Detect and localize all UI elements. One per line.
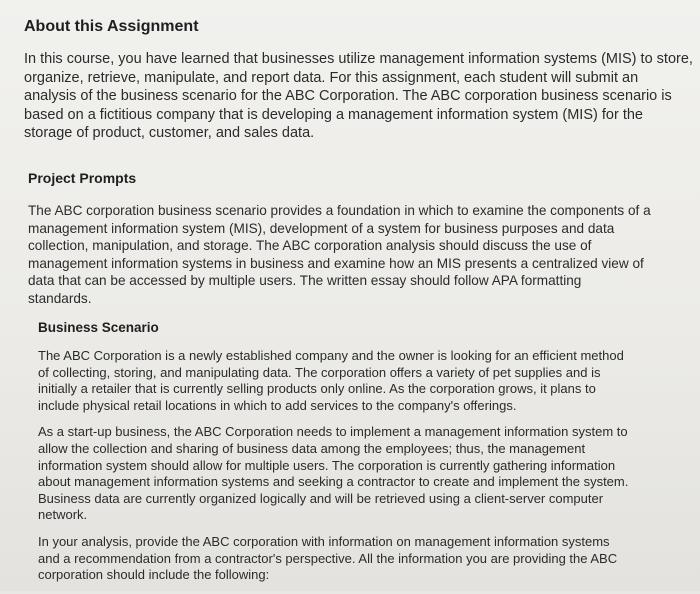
business-scenario-heading: Business Scenario [38,320,159,335]
scenario-paragraph-1 [38,348,700,414]
scenario-line: Business data are currently organized logically and will be retrieved using a client-server computer [38,490,604,506]
prompts-line: management information system (MIS), development of a system for business purposes and data [28,220,615,236]
about-heading: About this Assignment [24,18,199,35]
project-prompts-paragraph [28,202,700,307]
prompts-line: management information systems in business and examine how an MIS presents a centralized view of [28,255,644,271]
about-line: organize, retrieve, manipulate, and report data. For this assignment, each student will submit an [24,69,639,86]
about-line: In this course, you have learned that businesses utilize management information systems (MIS) to store, [24,51,693,67]
about-line: based on a fictitious company that is developing a management information system (MIS) for the [24,106,643,123]
scenario-line: include physical retail locations in which to add services to the company's offerings. [38,397,517,413]
about-line: storage of product, customer, and sales data. [24,125,315,141]
scenario-line: and a recommendation from a contractor's perspective. All the information you are providing the ABC [38,550,618,566]
business-scenario-section [38,320,700,594]
project-prompts-heading: Project Prompts [28,170,137,186]
prompts-line: standards. [28,290,92,306]
scenario-line: about management information systems and seeking a contractor to create and implement the system. [38,474,629,490]
scenario-line: As a start-up business, the ABC Corporation needs to implement a management information system to [38,424,628,440]
scenario-line: The ABC Corporation is a newly established company and the owner is looking for an efficient method [38,348,624,363]
scenario-line: In your analysis, provide the ABC corporation with information on management information systems [38,533,610,549]
project-prompts-section [28,170,700,307]
scenario-line: allow the collection and sharing of business data among the employees; thus, the management [38,440,586,456]
scenario-line: corporation should include the following: [38,567,270,583]
about-section [24,18,700,143]
about-paragraph [24,50,700,143]
scenario-line: of collecting, storing, and manipulating data. The corporation offers a variety of pet supplies and is [38,364,601,380]
scenario-line: information system should allow for multiple users. The corporation is currently gathering information [38,457,616,473]
scenario-paragraph-2 [38,424,700,524]
about-line: analysis of the business scenario for the ABC Corporation. The ABC corporation business scenario is [24,88,672,104]
prompts-line: The ABC corporation business scenario provides a foundation in which to examine the components of a [28,203,651,218]
scenario-line: initially a retailer that is currently selling products only online. As the corporation grows, it plans to [38,381,596,397]
prompts-line: collection, manipulation, and storage. The ABC corporation analysis should discuss the use of [28,238,592,253]
scenario-line: network. [38,507,88,523]
prompts-line: data that can be accessed by multiple users. The written essay should follow APA formatting [28,273,582,288]
scenario-paragraph-3 [38,534,700,584]
